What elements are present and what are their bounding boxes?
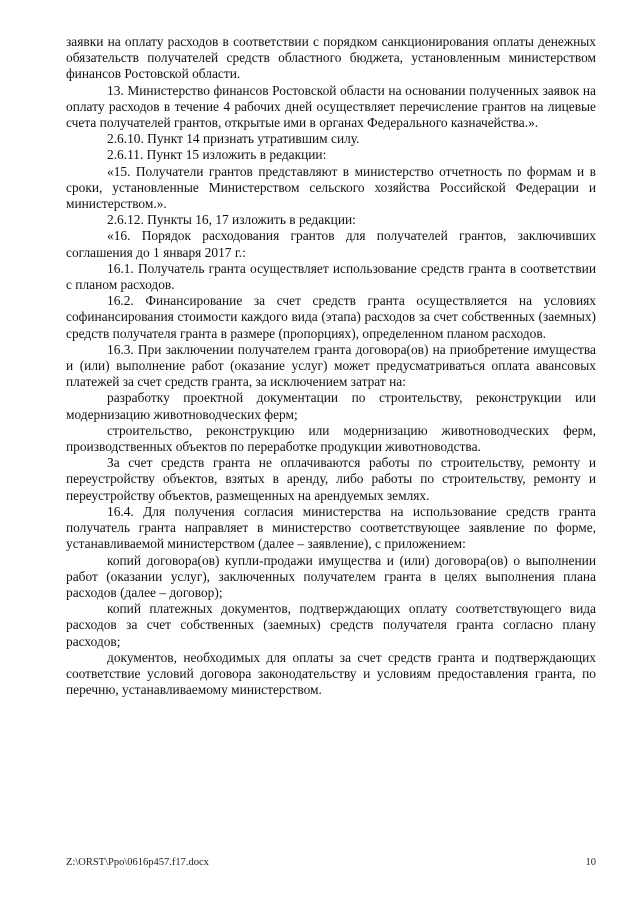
paragraph: документов, необходимых для оплаты за счет средств гранта и подтверждающих соответствие условий договора законодательству и условиям предоставления гранта, по перечню, устанавливаемому министерством. bbox=[66, 649, 596, 698]
paragraph: 2.6.11. Пункт 15 изложить в редакции: bbox=[107, 147, 327, 163]
paragraph: 16.2. Финансирование за счет средств гранта осуществляется на условиях софинансирования стоимости каждого вида (этапа) расходов за счет собственных (заемных) средств получателя гранта в размере (пропорциях), определенном планом расходов. bbox=[66, 293, 596, 341]
paragraph: 2.6.10. Пункт 14 признать утратившим силу. bbox=[107, 131, 360, 147]
document-body bbox=[66, 34, 596, 698]
paragraph: «16. Порядок расходования грантов для получателей грантов, заключивших соглашения до 1 января 2017 г.: bbox=[66, 228, 596, 260]
paragraph: копий платежных документов, подтверждающих оплату соответствующего вида расходов за счет собственных (заемных) средств получателя гранта согласно плану расходов; bbox=[66, 601, 596, 649]
paragraph: 16.4. Для получения согласия министерства на использование средств гранта получатель гранта направляет в министерство соответствующее заявление по форме, устанавливаемой министерством (далее – заявление), с приложением: bbox=[66, 503, 596, 552]
paragraph: разработку проектной документации по строительству, реконструкции или модернизацию животноводческих ферм; bbox=[66, 390, 596, 422]
paragraph: «15. Получатели грантов представляют в министерство отчетность по формам и в сроки, установленные Министерством сельского хозяйства Российской Федерации и министерством.». bbox=[66, 163, 596, 212]
paragraph: 16.3. При заключении получателем гранта договора(ов) на приобретение имущества и (или) выполнение работ (оказание услуг) может предусматриваться оплата авансовых платежей за счет средств гранта, за исключением затрат на: bbox=[66, 341, 596, 390]
paragraph: копий договора(ов) купли-продажи имущества и (или) договора(ов) о выполнении работ (оказании услуг), заключенных получателем гранта в целях выполнения плана расходов (далее – договор); bbox=[66, 552, 596, 600]
paragraph: За счет средств гранта не оплачиваются работы по строительству, ремонту и переустройству объектов, взятых в аренду, либо работы по строительству, ремонту и переустройству объектов, размещенных на арендуемых землях. bbox=[66, 455, 596, 503]
file-path: Z:\ORST\Ppo\0616p457.f17.docx bbox=[66, 857, 209, 868]
paragraph: заявки на оплату расходов в соответствии с порядком санкционирования оплаты денежных обязательств получателей средств областного бюджета, установленным министерством финансов Ростовской области. bbox=[66, 34, 596, 82]
paragraph: 13. Министерство финансов Ростовской области на основании полученных заявок на оплату расходов в течение 4 рабочих дней осуществляет перечисление грантов на лицевые счета получателей грантов, открытые ими в органах Федерального казначейства.». bbox=[66, 82, 596, 131]
paragraph: 16.1. Получатель гранта осуществляет использование средств гранта в соответствии с планом расходов. bbox=[66, 260, 596, 293]
paragraph: строительство, реконструкцию или модернизацию животноводческих ферм, производственных объектов по переработке продукции животноводства. bbox=[66, 422, 596, 455]
page-number: 10 bbox=[585, 857, 596, 868]
paragraph: 2.6.12. Пункты 16, 17 изложить в редакции: bbox=[107, 212, 356, 228]
